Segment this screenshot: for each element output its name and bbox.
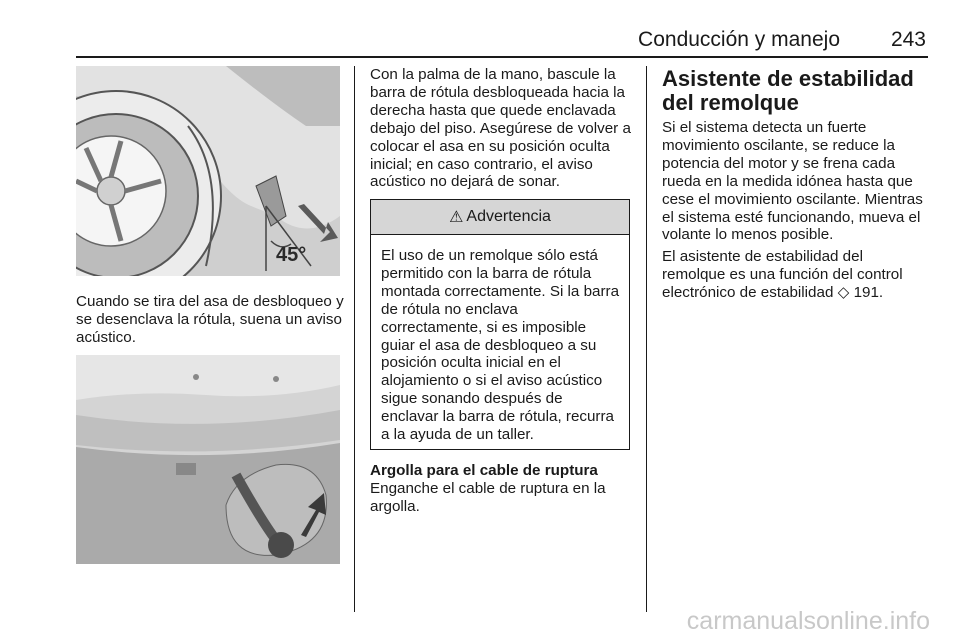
warning-box	[370, 199, 630, 450]
middle-column-section	[370, 462, 634, 516]
page-ref-icon: ◇	[837, 284, 850, 302]
figure-tow-bar	[76, 355, 340, 564]
right-para-2-text: El asistente de estabilidad del remolque es una función del control electrónico de estabilidad	[662, 248, 903, 302]
section-subheading: Argolla para el cable de ruptura	[370, 462, 598, 479]
angle-label: 45°	[276, 244, 307, 266]
intro-text: Con la palma de la mano, bascule la barra de rótula desbloqueada hacia la derecha hasta que quede enclavada debajo del piso. Asegúrese de volver a colocar el asa en su posición oculta inicial; en caso contrario, el aviso acústico no dejará de sonar.	[370, 66, 631, 191]
column-divider-2	[646, 66, 647, 612]
chapter-title: Conducción y manejo	[638, 28, 840, 51]
figure-release-handle	[76, 66, 340, 276]
car-rear-illustration	[76, 66, 340, 276]
watermark-text: carmanualsonline.info	[686, 607, 930, 635]
page-header	[76, 26, 928, 54]
middle-column-intro	[370, 66, 634, 191]
warning-icon: ⚠	[449, 209, 464, 226]
left-column-caption	[76, 293, 344, 347]
right-para-2	[662, 248, 930, 302]
caption-text: Cuando se tira del asa de desbloqueo y se desenclava la rótula, suena un aviso acústico.	[76, 293, 344, 346]
warning-body: El uso de un remolque sólo está permitido con la barra de rótula montada correctamente. Si la barra de rótula no enclava correctamente, si es imposible guiar el asa de desbloqueo a su posición oculta inicial en el alojamiento o si el aviso acústico sigue sonando después de enclavar la barra de rótula, recurra a la ayuda de un taller.	[381, 247, 620, 444]
section-body: Enganche el cable de ruptura en la argolla.	[370, 479, 606, 515]
header-rule	[76, 56, 928, 58]
page-number: 243	[890, 28, 926, 51]
warning-title: Advertencia	[466, 208, 551, 225]
page-ref-link[interactable]: 191.	[853, 284, 884, 302]
warning-header	[371, 200, 629, 235]
right-column	[662, 67, 930, 302]
tow-bar-illustration	[76, 355, 340, 564]
column-divider-1	[354, 66, 355, 612]
section-heading: Asistente de estabilidad del remolque	[662, 66, 914, 115]
right-para-1: Si el sistema detecta un fuerte movimiento oscilante, se reduce la potencia del motor y se frena cada rueda en la medida idónea hasta que cese el movimiento oscilante. Mientras el sistema esté funcionando, mueva el volante lo menos posible.	[662, 119, 923, 244]
